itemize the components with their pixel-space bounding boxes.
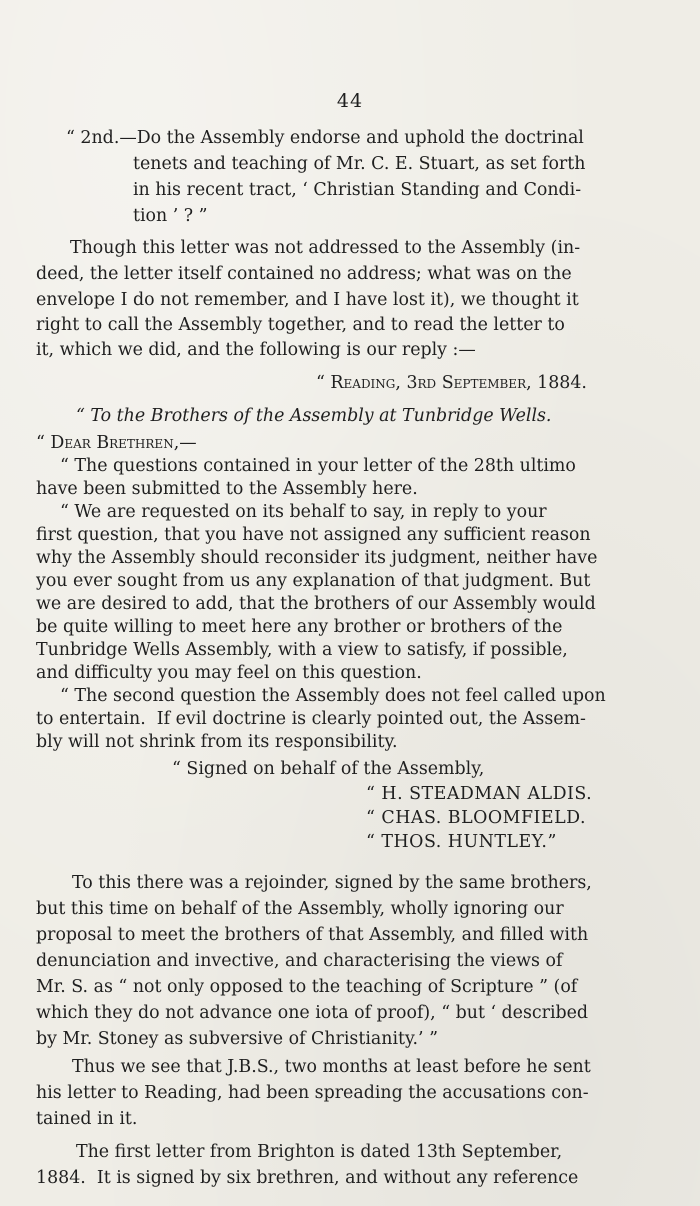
text-line: and difficulty you may feel on this question. <box>36 663 422 683</box>
text-line: Tunbridge Wells Assembly, with a view to satisfy, if possible, <box>36 640 568 660</box>
page-number: 44 <box>336 90 364 112</box>
text-line: it, which we did, and the following is our reply :— <box>36 340 476 360</box>
signed-line: “ Signed on behalf of the Assembly, <box>172 759 485 779</box>
signatory: “ H. STEADMAN ALDIS. <box>366 784 593 804</box>
text-line: have been submitted to the Assembly here. <box>36 479 418 499</box>
text-line: Mr. S. as “ not only opposed to the teaching of Scripture ” (of <box>36 977 578 997</box>
text-line: bly will not shrink from its responsibility. <box>36 732 398 752</box>
text-line: envelope I do not remember, and I have lost it), we thought it <box>36 290 579 310</box>
text-line: “ The questions contained in your letter of the 28th ultimo <box>60 456 576 476</box>
text-line: right to call the Assembly together, and to read the letter to <box>36 315 565 335</box>
text-line: which they do not advance one iota of proof), “ but ‘ described <box>36 1003 589 1023</box>
signatory: “ THOS. HUNTLEY.” <box>366 832 557 852</box>
text-line: in his recent tract, ‘ Christian Standing and Condi- <box>133 180 582 200</box>
text-line: “ The second question the Assembly does not feel called upon <box>60 686 606 706</box>
text-line: by Mr. Stoney as subversive of Christianity.’ ” <box>36 1029 439 1049</box>
text-line: his letter to Reading, had been spreading the accusations con- <box>36 1083 589 1103</box>
signatory: “ CHAS. BLOOMFIELD. <box>366 808 586 828</box>
text-line: why the Assembly should reconsider its judgment, neither have <box>36 548 598 568</box>
text-line: To this there was a rejoinder, signed by the same brothers, <box>72 873 592 893</box>
text-line: “ We are requested on its behalf to say, in reply to your <box>60 502 547 522</box>
text-line: 1884. It is signed by six brethren, and without any reference <box>36 1168 579 1188</box>
letter-address: “ To the Brothers of the Assembly at Tunbridge Wells. <box>76 406 552 426</box>
text-line: first question, that you have not assigned any sufficient reason <box>36 525 591 545</box>
text-line: deed, the letter itself contained no address; what was on the <box>36 264 572 284</box>
text-line: tained in it. <box>36 1109 138 1129</box>
text-line: we are desired to add, that the brothers of our Assembly would <box>36 594 596 614</box>
text-line: tion ’ ? ” <box>133 206 208 226</box>
text-line: to entertain. If evil doctrine is clearly pointed out, the Assem- <box>36 709 586 729</box>
text-line: tenets and teaching of Mr. C. E. Stuart, as set forth <box>133 154 586 174</box>
text-line: Though this letter was not addressed to the Assembly (in- <box>70 238 581 258</box>
text-line: Thus we see that J.B.S., two months at least before he sent <box>72 1057 591 1077</box>
text-line: “ 2nd.—Do the Assembly endorse and uphold the doctrinal <box>66 128 584 148</box>
text-line: denunciation and invective, and characterising the views of <box>36 951 563 971</box>
text-line: but this time on behalf of the Assembly, wholly ignoring our <box>36 899 564 919</box>
letter-salutation: “ Dear Brethren,— <box>36 433 197 453</box>
text-line: The first letter from Brighton is dated 13th September, <box>76 1142 563 1162</box>
text-line: be quite willing to meet here any brother or brothers of the <box>36 617 563 637</box>
text-line: proposal to meet the brothers of that Assembly, and filled with <box>36 925 589 945</box>
text-line: you ever sought from us any explanation of that judgment. But <box>36 571 591 591</box>
letter-dateline: “ Reading, 3rd September, 1884. <box>316 373 587 393</box>
